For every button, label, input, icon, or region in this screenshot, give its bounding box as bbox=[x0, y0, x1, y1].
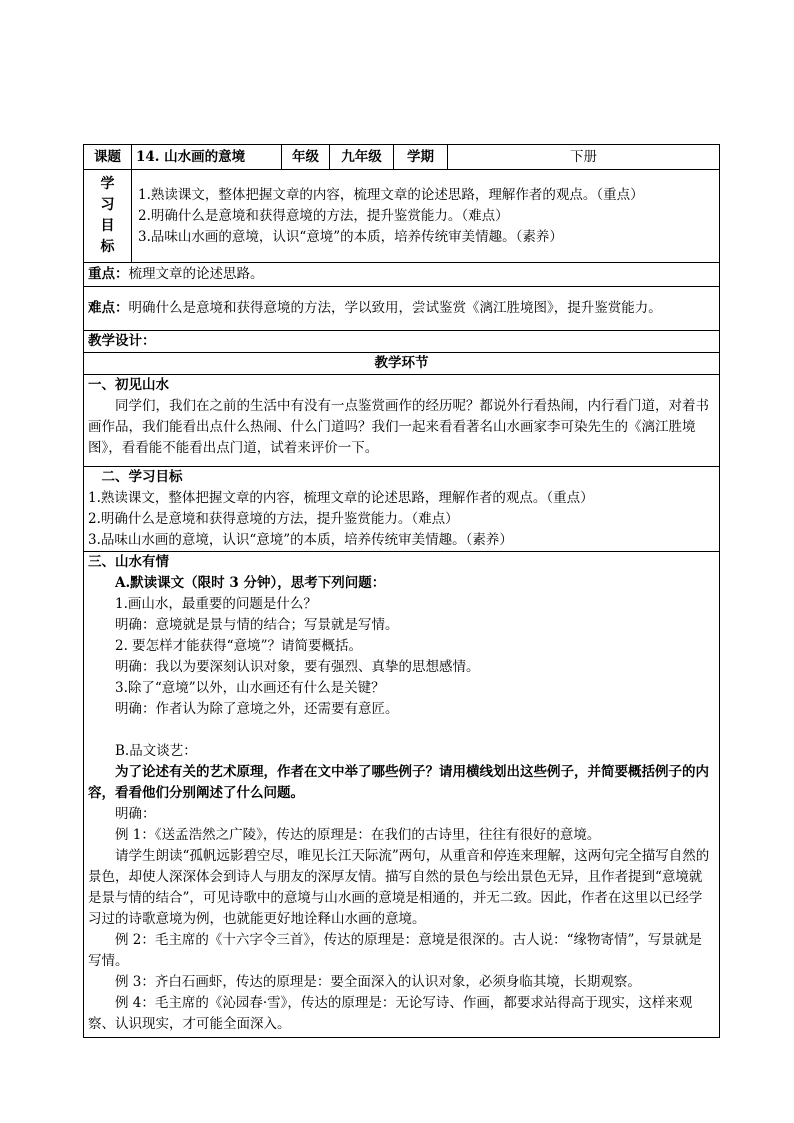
grade-value: 九年级 bbox=[330, 145, 394, 170]
part3-b-heading: B.品文谈艺： bbox=[115, 743, 197, 759]
example-paragraph: 例 4：毛主席的《沁园春·雪》，传达的原理是：无论写诗、作画，都要求站得高于现实，这样来观察、认识现实，才可能全面深入。 bbox=[88, 995, 693, 1032]
section-heading: 教学环节 bbox=[84, 353, 720, 375]
part2 bbox=[84, 467, 720, 552]
objectives-list bbox=[132, 170, 720, 263]
objective-item: 2.明确什么是意境和获得意境的方法，提升鉴赏能力。（难点） bbox=[138, 207, 509, 224]
term-value: 下册 bbox=[448, 145, 720, 170]
part3-row bbox=[84, 552, 720, 1038]
example-paragraph: 例 1：《送孟浩然之广陵》，传达的原理是：在我们的古诗里，往往有很好的意境。 bbox=[115, 827, 601, 843]
qa-line: 2. 要怎样才能获得“意境”？请简要概括。 bbox=[115, 638, 362, 654]
part3-b-answer-label: 明确： bbox=[115, 806, 156, 822]
part2-row bbox=[84, 467, 720, 552]
part2-item: 3.品味山水画的意境，认识“意境”的本质，培养传统审美情趣。（素养） bbox=[88, 532, 513, 548]
example-paragraph: 例 3：齐白石画虾，传达的原理是：要全面深入的认识对象，必须身临其境，长期观察。 bbox=[115, 974, 641, 990]
part1 bbox=[84, 375, 720, 467]
key-point-row bbox=[84, 263, 720, 287]
design-label: 教学设计： bbox=[84, 331, 720, 353]
key-point: 重点：梳理文章的论述思路。 bbox=[84, 263, 720, 287]
qa-line: 1.画山水，最重要的问题是什么？ bbox=[115, 596, 317, 612]
difficulty: 难点：明确什么是意境和获得意境的方法，学以致用，尝试鉴赏《漓江胜境图》，提升鉴赏能力。 bbox=[84, 287, 720, 331]
part3-a-heading: A.默读课文（限时 3 分钟），思考下列问题： bbox=[115, 575, 386, 591]
part2-title: 二、学习目标 bbox=[101, 469, 183, 485]
example-paragraph: 例 2：毛主席的《十六字令三首》，传达的原理是：意境是很深的。古人说：“缘物寄情”，写景就是写情。 bbox=[88, 932, 702, 969]
example-paragraph: 请学生朗读“孤帆远影碧空尽，唯见长江天际流”两句，从重音和停连来理解，这两句完全描写自然的景色，却使人深深体会到诗人与朋友的深厚友情。描写自然的景色与绘出景色无异，且作者提到“意境就是景与情的结合”，可见诗歌中的意境与山水画的意境是相通的，并无二致。因此，作者在这里以已经学习过的诗歌意境为例，也就能更好地诠释山水画的意境。 bbox=[88, 848, 710, 927]
objective-item: 3.品味山水画的意境，认识“意境”的本质，培养传统审美情趣。（素养） bbox=[138, 228, 563, 245]
part3-b-question: 为了论述有关的艺术原理，作者在文中举了哪些例子？请用横线划出这些例子，并简要概括例子的内容，看看他们分别阐述了什么问题。 bbox=[88, 764, 709, 801]
grade-label: 年级 bbox=[282, 145, 330, 170]
course-value: 14. 山水画的意境 bbox=[132, 145, 282, 170]
part1-title: 一、初见山水 bbox=[88, 377, 169, 393]
objective-item: 1.熟读课文，整体把握文章的内容，梳理文章的论述思路，理解作者的观点。（重点） bbox=[138, 186, 644, 203]
qa-line: 明确：意境就是景与情的结合；写景就是写情。 bbox=[115, 617, 399, 633]
difficulty-row bbox=[84, 287, 720, 331]
objectives-label: 学 习 目 标 bbox=[84, 170, 132, 263]
header-row bbox=[84, 145, 720, 170]
qa-line: 明确：我以为要深刻认识对象，要有强烈、真挚的思想感情。 bbox=[115, 659, 480, 675]
qa-line: 明确：作者认为除了意境之外，还需要有意匠。 bbox=[115, 701, 399, 717]
section-heading-row bbox=[84, 353, 720, 375]
design-row bbox=[84, 331, 720, 353]
qa-line: 3.除了“意境”以外，山水画还有什么是关键？ bbox=[115, 680, 385, 696]
part3 bbox=[84, 552, 720, 1038]
part1-row bbox=[84, 375, 720, 467]
lesson-plan-table bbox=[83, 144, 720, 1038]
objectives-row bbox=[84, 170, 720, 263]
course-label: 课题 bbox=[84, 145, 132, 170]
part2-item: 1.熟读课文，整体把握文章的内容，梳理文章的论述思路，理解作者的观点。（重点） bbox=[88, 490, 594, 506]
part1-text: 同学们，我们在之前的生活中有没有一点鉴赏画作的经历呢？都说外行看热闹，内行看门道，对着书画作品，我们能看出点什么热闹、什么门道吗？我们一起来看看著名山水画家李可染先生的《漓江胜境图》，看看能不能看出点门道，试着来评价一下。 bbox=[88, 398, 709, 456]
part2-item: 2.明确什么是意境和获得意境的方法，提升鉴赏能力。（难点） bbox=[88, 511, 459, 527]
term-label: 学期 bbox=[394, 145, 448, 170]
part3-title: 三、山水有情 bbox=[88, 554, 169, 570]
